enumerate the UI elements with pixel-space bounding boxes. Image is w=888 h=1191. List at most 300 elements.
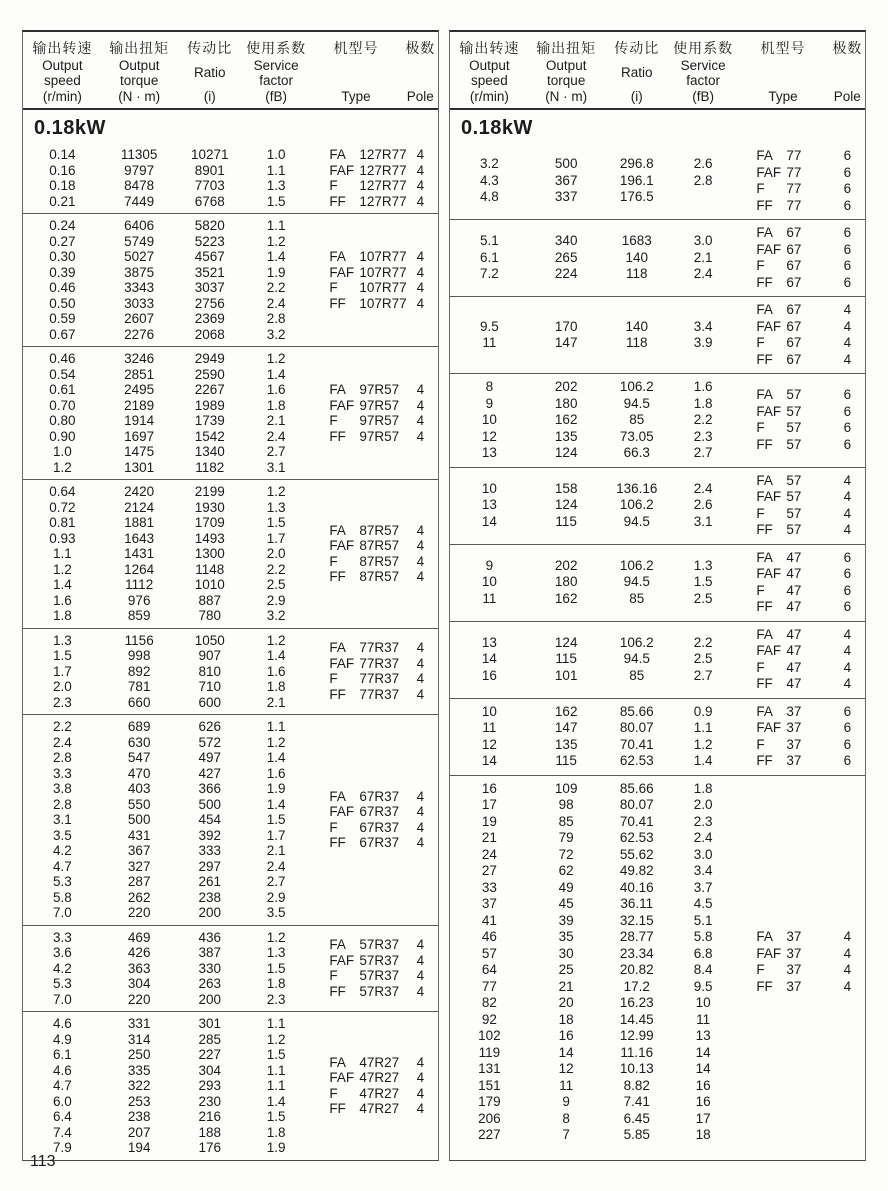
value: 5749: [124, 233, 155, 249]
type-row: [329, 1055, 402, 1071]
type-list: [309, 640, 402, 702]
type-prefix: FF: [329, 1101, 346, 1117]
value: 322: [127, 1078, 151, 1093]
type-row: [329, 835, 402, 851]
speed-values: [23, 1016, 102, 1156]
ratio-values: [177, 1016, 243, 1156]
pole-value: 4: [416, 280, 425, 295]
pole-values: [403, 523, 438, 585]
data-block: [450, 544, 865, 621]
type-row: [329, 280, 407, 296]
type-code: 67: [786, 274, 802, 290]
type-code: 77R37: [359, 671, 400, 687]
value: 11: [482, 720, 497, 735]
value: 3.1: [266, 459, 286, 475]
value: 16: [481, 667, 497, 683]
pole-values: [830, 387, 865, 453]
data-block: [450, 296, 865, 373]
pole-value: 4: [416, 1054, 425, 1070]
data-block: [450, 698, 865, 775]
header-zh-label: 输出转速: [32, 40, 93, 56]
ratio-values: [604, 233, 670, 283]
type-prefix: FF: [756, 351, 773, 367]
type-row: [756, 275, 829, 292]
type-prefix: F: [329, 968, 338, 984]
type-row: [756, 962, 829, 979]
pole-value: 4: [843, 945, 852, 961]
type-code: 47: [786, 676, 802, 691]
value: 2.0: [266, 546, 286, 561]
torque-values: [102, 1016, 177, 1156]
value: 1.4: [266, 750, 286, 765]
type-row: [756, 387, 829, 404]
value: 330: [198, 960, 221, 976]
value: 387: [198, 945, 221, 960]
pole-value: 4: [416, 983, 425, 999]
value: 1.7: [266, 530, 286, 546]
value: 118: [625, 266, 648, 282]
header-zh-label: 输出扭矩: [536, 40, 597, 56]
speed-values: [450, 319, 529, 352]
type-row: [329, 968, 402, 984]
torque-values: [529, 379, 604, 462]
value: 2.6: [693, 497, 713, 513]
value: 331: [127, 1016, 151, 1031]
pole-values: [830, 302, 865, 368]
type-prefix: F: [329, 671, 338, 687]
value: 1.7: [266, 827, 286, 843]
value: 0.67: [49, 326, 76, 342]
type-code: 47R27: [359, 1054, 400, 1070]
value: 454: [198, 812, 221, 827]
ratio-values: [177, 147, 243, 209]
pole-value: 4: [416, 937, 425, 953]
data-block: [23, 213, 438, 346]
value: 196.1: [619, 172, 654, 188]
speed-values: [450, 558, 529, 608]
type-prefix: FAF: [756, 403, 782, 419]
header-zh-label: 机型号: [333, 40, 379, 56]
value: 1.5: [266, 515, 286, 530]
pole-value: 4: [416, 1085, 425, 1101]
value: 11.16: [620, 1044, 654, 1060]
value: 2.8: [693, 172, 713, 188]
type-prefix: FF: [329, 193, 346, 209]
value: 85: [629, 667, 645, 683]
value: 10: [481, 703, 497, 719]
value: 70.41: [619, 813, 654, 829]
ratio-values: [604, 156, 670, 206]
torque-values: [529, 558, 604, 608]
value: 1.6: [266, 382, 286, 397]
value: 8478: [124, 178, 155, 193]
value: 119: [478, 1044, 501, 1060]
value: 0.90: [49, 428, 76, 444]
value: 3037: [194, 280, 225, 295]
value: 4.2: [53, 843, 72, 858]
value: 1697: [124, 428, 155, 444]
value: 206: [478, 1110, 501, 1126]
value: 194: [127, 1140, 151, 1155]
ratio-values: [604, 558, 670, 608]
value: 101: [554, 667, 578, 683]
value: 12: [481, 428, 497, 444]
pole-value: 6: [843, 148, 852, 163]
value: 3521: [194, 264, 225, 280]
type-prefix: FA: [756, 549, 773, 565]
value: 1.5: [693, 574, 713, 590]
value: 1.1: [266, 719, 286, 734]
type-code: 97R57: [359, 397, 400, 413]
type-prefix: F: [756, 420, 765, 436]
type-row: [756, 225, 829, 242]
torque-values: [529, 319, 604, 352]
type-code: 77: [786, 164, 802, 180]
value: 207: [127, 1124, 151, 1140]
ratio-values: [177, 719, 243, 921]
type-prefix: FF: [756, 522, 773, 537]
pole-value: 4: [843, 929, 852, 944]
pole-value: 6: [843, 225, 852, 240]
data-block: [23, 479, 438, 628]
value: 94.5: [623, 651, 650, 667]
header-en-label: Ratio: [620, 65, 653, 81]
type-code: 57: [786, 436, 802, 452]
value: 660: [127, 694, 151, 710]
value: 200: [198, 991, 221, 1007]
value: 3.1: [693, 513, 713, 529]
header-unit-label: Pole: [833, 89, 861, 104]
pole-value: 4: [843, 659, 852, 675]
type-code: 47: [786, 582, 802, 598]
value: 14: [695, 1061, 711, 1076]
header-zh-label: 机型号: [760, 40, 806, 56]
value: 9: [485, 557, 494, 573]
value: 0.72: [49, 499, 76, 515]
value: 180: [554, 574, 578, 590]
value: 497: [198, 750, 221, 765]
value: 261: [198, 874, 221, 889]
pole-value: 4: [416, 295, 425, 311]
pole-value: 6: [843, 258, 852, 273]
type-row: [756, 506, 829, 523]
value: 2124: [124, 499, 155, 515]
value: 35: [558, 929, 574, 944]
value: 2.4: [693, 266, 713, 282]
type-prefix: FA: [756, 703, 773, 719]
type-list: [736, 148, 829, 214]
pole-value: 4: [416, 193, 425, 209]
value: 1.3: [53, 632, 72, 648]
pole-value: 4: [843, 318, 852, 334]
ratio-values: [177, 218, 243, 342]
ratio-values: [604, 319, 670, 352]
value: 20: [558, 995, 574, 1010]
type-prefix: F: [329, 413, 338, 428]
value: 1739: [194, 413, 225, 428]
pole-values: [403, 382, 438, 444]
value: 2949: [194, 351, 225, 366]
value: 2851: [124, 366, 155, 382]
value: 158: [554, 480, 578, 496]
value: 10: [481, 480, 497, 496]
pole-value: 4: [843, 522, 852, 537]
value: 8: [562, 1110, 570, 1126]
service-factor-values: [243, 1016, 309, 1156]
value: 106.2: [619, 379, 654, 394]
service-factor-values: [670, 319, 736, 352]
value: 550: [127, 796, 151, 812]
value: 3.2: [480, 156, 499, 172]
value: 1881: [124, 515, 155, 530]
value: 6.1: [53, 1047, 72, 1062]
value: 16: [695, 1077, 711, 1093]
type-code: 97R57: [359, 413, 400, 428]
value: 13: [481, 497, 497, 513]
type-prefix: FA: [756, 387, 773, 403]
value: 12: [558, 1061, 574, 1076]
pole-value: 4: [843, 351, 852, 367]
speed-values: [23, 218, 102, 342]
type-code: 67R37: [359, 819, 400, 835]
type-row: [329, 804, 402, 820]
value: 6.4: [53, 1109, 72, 1124]
value: 136.16: [616, 480, 658, 496]
speed-values: [23, 147, 102, 209]
value: 55.62: [619, 846, 654, 862]
value: 180: [554, 395, 578, 411]
value: 5.1: [480, 233, 499, 249]
type-code: 87R57: [359, 553, 400, 569]
pole-value: 4: [843, 302, 852, 317]
type-row: [329, 162, 407, 179]
value: 431: [127, 827, 151, 843]
value: 2.1: [266, 694, 286, 710]
value: 106.2: [619, 497, 654, 513]
value: 1.2: [266, 632, 286, 648]
type-row: [329, 1086, 402, 1102]
value: 4.6: [53, 1062, 72, 1078]
value: 1.4: [266, 249, 286, 264]
value: 14: [481, 753, 497, 768]
type-row: [329, 953, 402, 969]
type-row: [329, 264, 407, 281]
type-code: 37: [786, 945, 802, 961]
value: 2.7: [266, 874, 286, 889]
pole-value: 6: [843, 274, 852, 290]
value: 5.8: [693, 929, 713, 944]
ratio-values: [604, 781, 670, 1144]
value: 12.99: [619, 1028, 654, 1043]
type-code: 57: [786, 387, 802, 403]
value: 0.18: [49, 178, 76, 193]
value: 287: [127, 874, 151, 889]
value: 780: [198, 608, 221, 623]
value: 1.2: [266, 351, 286, 366]
type-prefix: F: [756, 962, 765, 977]
value: 4.3: [480, 172, 499, 188]
value: 1.0: [53, 444, 72, 459]
pole-values: [830, 704, 865, 770]
type-row: [329, 1070, 402, 1086]
pole-value: 4: [416, 538, 425, 554]
header-unit-label: (r/min): [42, 89, 82, 104]
value: 0.64: [49, 484, 76, 499]
value: 426: [127, 945, 151, 960]
value: 1.4: [693, 753, 713, 768]
value: 1.4: [53, 577, 72, 592]
type-prefix: F: [756, 258, 765, 273]
value: 162: [554, 590, 578, 606]
value: 2068: [194, 326, 225, 342]
value: 3.4: [693, 863, 713, 878]
type-code: 57: [786, 489, 802, 504]
value: 72: [558, 846, 574, 862]
value: 36.11: [620, 896, 654, 911]
torque-values: [529, 704, 604, 770]
type-row: [329, 193, 407, 210]
value: 37: [481, 896, 497, 911]
value: 1.5: [266, 1109, 286, 1124]
value: 8: [485, 379, 494, 394]
value: 2.8: [53, 750, 72, 765]
value: 2.1: [693, 249, 713, 265]
pole-value: 4: [416, 968, 425, 984]
speed-values: [450, 481, 529, 531]
value: 1010: [194, 577, 225, 592]
value: 2.0: [693, 797, 713, 812]
service-factor-values: [670, 781, 736, 1144]
value: 2.8: [266, 311, 286, 326]
type-row: [756, 522, 829, 539]
value: 367: [127, 843, 151, 858]
type-code: 37: [786, 736, 802, 752]
pole-value: 6: [843, 241, 852, 257]
type-prefix: F: [756, 181, 765, 196]
header-zh-label: 传动比: [187, 40, 233, 56]
value: 1.3: [266, 499, 286, 515]
data-block: [23, 143, 438, 213]
pole-value: 4: [416, 686, 425, 702]
type-prefix: FAF: [756, 720, 782, 735]
pole-value: 4: [416, 671, 425, 687]
type-row: [756, 550, 829, 567]
type-row: [756, 929, 829, 946]
pole-value: 4: [843, 505, 852, 521]
type-code: 77: [786, 197, 802, 213]
value: 162: [554, 412, 578, 427]
type-row: [329, 147, 407, 163]
type-row: [756, 676, 829, 693]
value: 1.7: [53, 663, 72, 679]
type-row: [329, 984, 402, 1000]
service-factor-values: [243, 633, 309, 711]
value: 73.05: [619, 428, 654, 444]
data-block: [23, 925, 438, 1012]
type-row: [329, 1101, 402, 1117]
pole-value: 4: [416, 413, 425, 428]
type-row: [329, 523, 402, 539]
value: 2.0: [53, 679, 72, 694]
value: 162: [554, 703, 578, 719]
value: 1.9: [266, 264, 286, 280]
value: 1112: [125, 577, 154, 592]
value: 147: [554, 335, 578, 350]
type-list: [736, 929, 829, 995]
value: 1.5: [266, 193, 286, 209]
value: 1.1: [266, 1062, 286, 1078]
value: 1.1: [53, 546, 72, 561]
value: 2420: [124, 484, 155, 499]
value: 94.5: [623, 574, 650, 590]
value: 94.5: [623, 513, 650, 529]
value: 470: [127, 765, 151, 781]
type-row: [756, 489, 829, 506]
value: 2.1: [266, 843, 286, 858]
value: 2.2: [693, 634, 713, 650]
value: 1930: [194, 499, 225, 515]
value: 18: [558, 1011, 574, 1027]
value: 1.8: [266, 397, 286, 413]
value: 170: [554, 318, 578, 334]
value: 14.45: [619, 1011, 654, 1027]
value: 41: [481, 912, 497, 928]
pole-value: 4: [843, 489, 852, 504]
torque-values: [102, 218, 177, 342]
pole-values: [403, 249, 438, 311]
type-prefix: FAF: [756, 241, 782, 257]
value: 2.9: [266, 889, 286, 905]
value: 367: [554, 172, 578, 188]
type-code: 37: [786, 703, 802, 719]
type-row: [329, 249, 407, 265]
type-row: [329, 656, 402, 672]
type-prefix: F: [756, 335, 765, 350]
type-code: 57: [786, 505, 802, 521]
header-cell: [830, 32, 865, 108]
value: 124: [554, 497, 578, 513]
value: 2.9: [266, 592, 286, 608]
data-block: [450, 621, 865, 698]
value: 8901: [194, 162, 225, 178]
type-prefix: FA: [329, 640, 346, 656]
pole-value: 6: [843, 753, 852, 768]
value: 115: [555, 753, 577, 768]
value: 227: [198, 1047, 221, 1062]
pole-value: 4: [416, 640, 425, 656]
type-list: [309, 147, 407, 209]
type-code: 87R57: [359, 569, 400, 585]
type-row: [329, 429, 402, 445]
value: 4567: [194, 249, 225, 264]
header-unit-label: Pole: [406, 89, 434, 104]
value: 1.1: [266, 1016, 286, 1031]
value: 147: [554, 720, 578, 735]
value: 3.2: [266, 608, 286, 623]
value: 7.0: [53, 905, 72, 920]
value: 4.7: [53, 1078, 72, 1093]
value: 11: [696, 1011, 711, 1027]
pole-values: [830, 225, 865, 291]
header-zh-label: 传动比: [614, 40, 660, 56]
type-prefix: FAF: [329, 655, 355, 671]
value: 6.1: [480, 249, 499, 265]
type-row: [329, 640, 402, 656]
type-code: 57R37: [359, 983, 400, 999]
value: 4.7: [53, 858, 72, 874]
type-code: 47: [786, 626, 802, 642]
value: 64: [481, 962, 497, 977]
